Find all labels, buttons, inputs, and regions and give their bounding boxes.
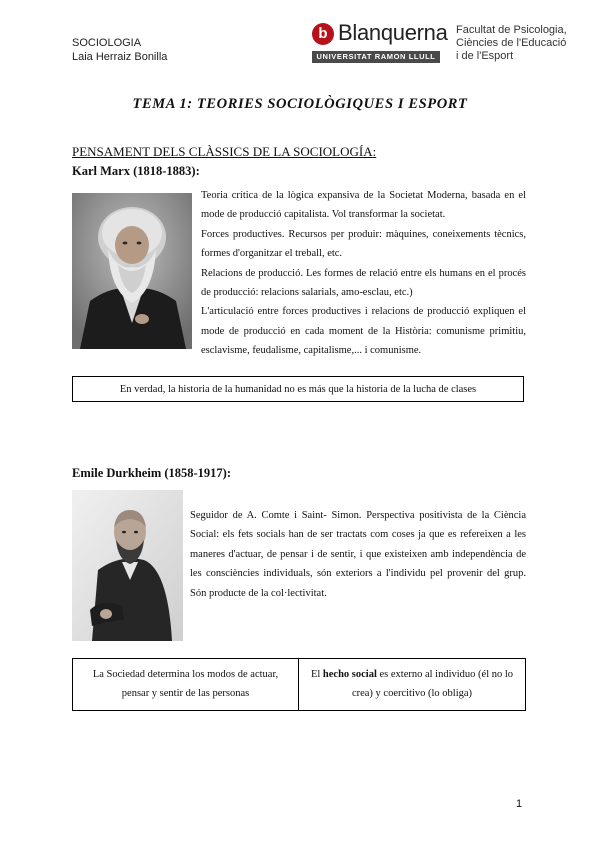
table-cell-right bbox=[299, 659, 525, 710]
faculty-line: i de l'Esport bbox=[456, 50, 514, 62]
durkheim-portrait bbox=[72, 490, 183, 641]
page-number: 1 bbox=[516, 798, 523, 810]
marx-paragraph: Teoria crítica de la lògica expansiva de la Societat Moderna, basada en el mode de producció capitalista. Vol transformar la societat. bbox=[201, 190, 526, 221]
durkheim-heading: Emile Durkheim (1858-1917): bbox=[72, 466, 232, 480]
table-cell-left: La Sociedad determina los modos de actuar, pensar y sentir de las personas bbox=[73, 659, 299, 710]
marx-heading: Karl Marx (1818-1883): bbox=[72, 164, 200, 178]
durkheim-comparison-table bbox=[72, 658, 526, 711]
marx-portrait bbox=[72, 193, 192, 349]
marx-quote-box: En verdad, la historia de la humanidad no es más que la historia de la lucha de clases bbox=[72, 376, 524, 402]
blanquerna-logo bbox=[312, 20, 448, 68]
marx-text bbox=[201, 186, 526, 361]
marx-paragraph: Forces productives. Recursos per produir: màquines, coneixements tècnics, formes d'organitzar el treball, etc. bbox=[201, 228, 526, 260]
marx-paragraph: L'articulació entre forces productives i relacions de producció expliquen el mode de producció en cada moment de la Història: comunisme primitiu, esclavisme, feudalisme, capitalisme,... i comunisme. bbox=[201, 306, 526, 357]
cell-bold-term: hecho social bbox=[322, 669, 377, 680]
faculty-name bbox=[456, 24, 567, 63]
logo-wordmark: Blanquerna bbox=[338, 20, 448, 45]
faculty-line: Facultat de Psicologia, bbox=[456, 24, 567, 36]
course-name: SOCIOLOGIA bbox=[72, 37, 142, 49]
cell-text: El bbox=[310, 669, 323, 680]
author-name: Laia Herraiz Bonilla bbox=[72, 51, 168, 63]
cell-text: es externo al individuo (él no lo crea) y coercitivo (lo obliga) bbox=[351, 669, 514, 699]
marx-paragraph: Relacions de producció. Les formes de relació entre els humans en el procés de producció: relacions salarials, amo-esclau, etc.) bbox=[201, 267, 526, 299]
logo-mark: b bbox=[312, 23, 334, 45]
section-heading: PENSAMENT DELS CLÀSSICS DE LA SOCIOLOGÍA: bbox=[72, 144, 377, 159]
document-title: TEMA 1: TEORIES SOCIOLÒGIQUES I ESPORT bbox=[132, 96, 468, 112]
faculty-line: Ciències de l'Educació bbox=[456, 37, 567, 49]
logo-subtitle: UNIVERSITAT RAMON LLULL bbox=[312, 51, 440, 63]
document-header-left bbox=[72, 36, 167, 64]
durkheim-text: Seguidor de A. Comte i Saint- Simon. Perspectiva positivista de la Ciència Social: els fets socials han de ser tractats com coses ja que es refereixen a les maneres d'actuar, de pensar i de sentir, i que existeixen amb independència de les consciències individuals, són exteriors a l'individu pel provenir del grup. Són producte de la col·lectivitat. bbox=[190, 510, 526, 599]
